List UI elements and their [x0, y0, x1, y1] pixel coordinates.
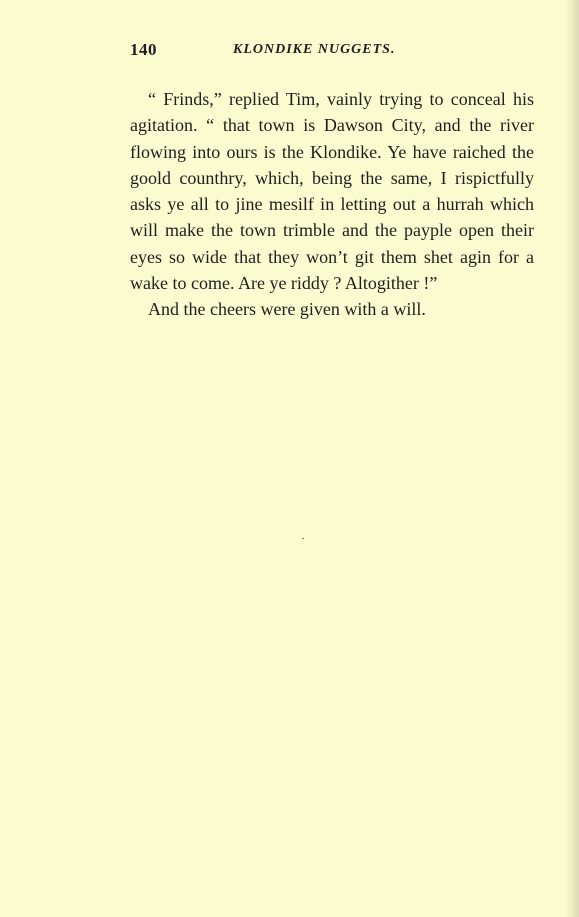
page-header	[130, 40, 450, 64]
paper-speck	[302, 538, 304, 539]
page-number: 140	[130, 40, 157, 59]
running-title: KLONDIKE NUGGETS.	[233, 42, 396, 57]
body-text	[130, 86, 534, 323]
paragraph: “ Frinds,” replied Tim, vainly trying to conceal his agitation. “ that town is Dawson City, and the river flowing into ours is the Klondike. Ye have raiched the goold counthry, which, being the same, I rispictfully asks ye all to jine mesilf in letting out a hurrah which will make the town trimble and the payple open their eyes so wide that they won’t git them shet agin for a wake to come. Are ye riddy ? Altogither !”	[130, 89, 534, 294]
paragraph: And the cheers were given with a will.	[148, 299, 426, 320]
page-edge-shadow	[565, 0, 579, 917]
